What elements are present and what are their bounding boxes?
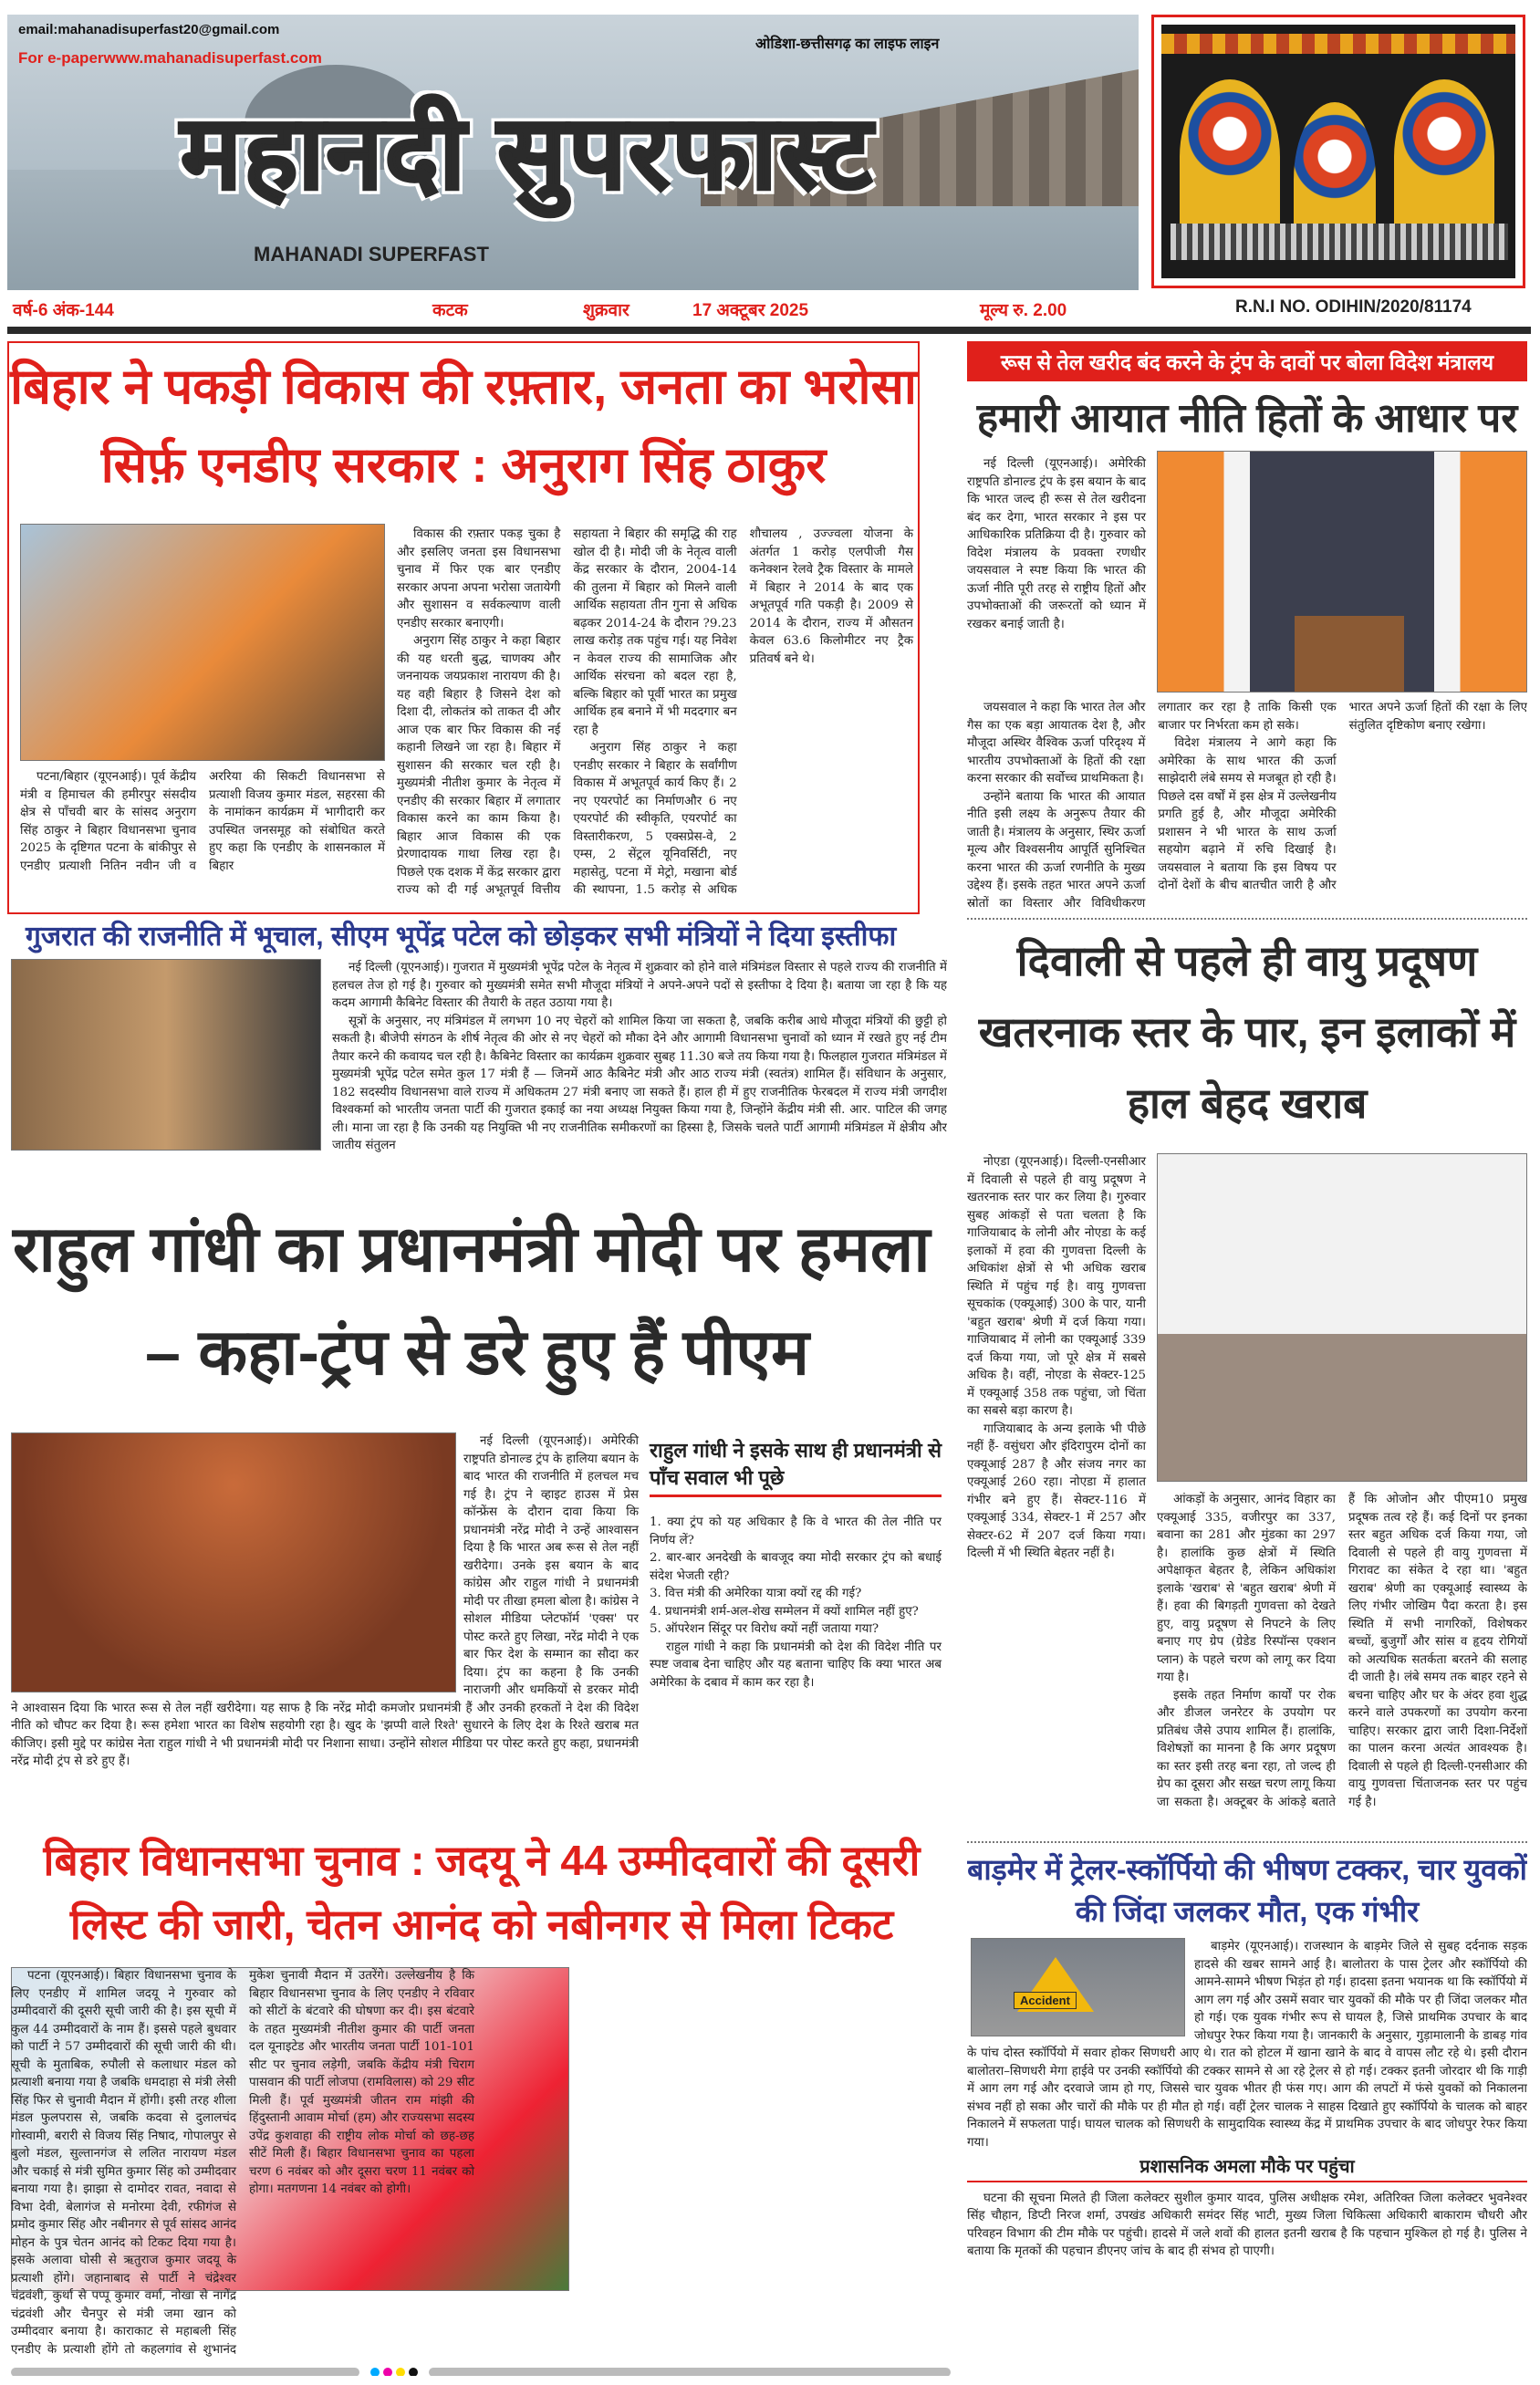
caption-text: पटना/बिहार (यूएनआई)। पूर्व केंद्रीय मंत्री व हिमाचल की हमीरपुर संसदीय क्षेत्र से पाँचवी बार के सांसद अनुराग सिंह ठाकुर ने बिहार विधानसभा चुनाव 2025 के दृष्टिगत पटना के बांकीपुर से एनडीए प्रत्याशी नितिन नवीन जी व अररिया की सिकटी विधानसभा से प्रत्याशी विजय कुमार मंडल, सहरसा की के नामांकन कार्यक्रम में भागीदारी कर उपस्थित जनसमूह को संबोधित करते हुए कहा कि एनडीए के शासनकाल में बिहार: [20, 770, 385, 873]
article-caption: [20, 768, 385, 905]
paragraph: बाड़मेर (यूएनआई)। राजस्थान के बाड़मेर जिले से सुबह दर्दनाक सड़क हादसे की खबर सामने आई है। बालोतरा के पास ट्रेलर और स्कॉर्पियो की आमने-सामने भीषण भिड़ंत हो गई। हादसा इतना भयानक था कि स्कॉर्पियो में आग लग गई और उसमें सवार चार युवकों की मौके पर ही जिंदा जलकर मौत हो गई। एक युवक गंभीर रूप से घायल है, जिसे प्राथमिक उपचार के बाद जोधपुर रेफर किया गया है। जानकारी के अनुसार, गुड़ामालानी के डाबड़ गांव के पांच दोस्त स्कॉर्पियो में सवार होकर सिणधरी आए थे। रात को होटल में खाना खाने के बाद वे वापस लौट रहे थे। इसी दौरान बालोतरा–सिणधरी मेगा हाईवे पर उनकी स्कॉर्पियो की टक्कर सामने से आ रहे ट्रेलर से हो गई। टक्कर इतनी जोरदार थी कि गाड़ी में आग लग गई और दरवाजे जाम हो गए, जिससे चार युवक भीतर ही फंस गए। आग की लपटों में फंसे युवकों को निकालना संभव नहीं हो सका और चारों की मौके पर ही मौत हो गई। वहीं ट्रेलर चालक ने साहस दिखाते हुए स्कॉर्पियो के चालक को बाहर निकालने में सफलता पाई। घायल चालक को सिणधरी के सामुदायिक स्वास्थ्य केंद्र में प्राथमिक उपचार के बाद जोधपुर रेफर किया गया।: [967, 1940, 1527, 2150]
subheading: प्रशासनिक अमला मौके पर पहुंचा: [967, 2151, 1527, 2182]
paragraph: नई दिल्ली (यूएनआई)। अमेरिकी राष्ट्रपति डोनाल्ड ट्रंप के हालिया बयान के बाद भारत की राजनीति में हलचल मच गई है। ट्रंप ने व्हाइट हाउस में प्रेस कॉन्फ्रेंस के दौरान दावा किया कि प्रधानमंत्री नरेंद्र मोदी ने उन्हें आश्वासन दिया है कि भारत अब रूस से तेल नहीं खरीदेगा। उनके इस बयान के बाद कांग्रेस और राहुल गांधी ने प्रधानमंत्री मोदी पर तीखा हमला बोला है। कांग्रेस ने सोशल मीडिया प्लेटफॉर्म 'एक्स' पर पोस्ट करते हुए लिखा, नरेंद्र मोदी ने एक बार फिर देश के सम्मान का सौदा कर दिया। ट्रंप का कहना है कि उनकी नाराजगी और धमकियों से डरकर मोदी ने आश्वासन दिया कि भारत रूस से तेल नहीं खरीदेगा। यह साफ है कि नरेंद्र मोदी कमजोर प्रधानमंत्री हैं और उनकी हरकतों ने देश की विदेश नीति को चौपट कर दिया है। रूस हमेशा भारत का विशेष सहयोगी रहा है। खुद के 'झप्पी वाले रिश्ते' सुधारने के लिए देश के रिश्ते खराब मत कीजिए। इसी मुद्दे पर कांग्रेस नेता राहुल गांधी ने भी प्रधानमंत्री मोदी पर निशाना साधा। उन्होंने सोशल मीडिया पर पोस्ट करते हुए कहा, प्रधानमंत्री नरेंद्र मोदी ट्रंप से डरे हुए हैं।: [11, 1434, 639, 1768]
headline-line2: – कहा-ट्रंप से डरे हुए हैं पीएम: [145, 1317, 809, 1388]
question: 3. वित्त मंत्री की अमेरिका यात्रा क्यों रद्द की गई?: [650, 1587, 862, 1600]
headline: गुजरात की राजनीति में भूचाल, सीएम भूपेंद्र पटेल को छोड़कर सभी मंत्रियों ने दिया इस्तीफा: [26, 922, 897, 952]
article-gujarat: [7, 916, 947, 1190]
email-text: email:mahanadisuperfast20@gmail.com: [18, 22, 280, 37]
newspaper-name-en: MAHANADI SUPERFAST: [254, 243, 489, 266]
article-body: [967, 1938, 1527, 2261]
paragraph: विकास की रफ़्तार पकड़ चुका है और इसलिए जनता इस विधानसभा चुनाव में फिर एक बार एनडीए सरकार अपना अपना भरोसा जतायेगी और सुशासन व सर्वकल्याण वाली एनडीए सरकार बनाएगी।: [397, 527, 561, 630]
question: 5. ऑपरेशन सिंदूर पर विरोध क्यों नहीं जताया गया?: [650, 1622, 879, 1636]
article-body-top: [967, 455, 1146, 693]
article-anurag: [7, 341, 920, 914]
paragraph: अनुराग सिंह ठाकुर ने कहा एनडीए सरकार ने बिहार के सर्वांगीण विकास में अभूतपूर्व कार्य किए हैं। 2 नए एयरपोर्ट का निर्माणऔर 6 नए एयरपोर्ट की स्वीकृति, एयरपोर्ट का विस्तारीकरण, 5 एक्सप्रेस-वे, 2 एम्स, 2 सेंट्रल यूनिवर्सिटी, नए महासेतु, पटना में मेट्रो, मखाना बोर्ड की स्थापना, 1.5 करोड़ से अधिक शौचालय , उज्ज्वला योजना के अंतर्गत 1 करोड़ एलपीजी गैस कनेक्शन रेलवे ट्रैक विस्तार के मामले में बिहार ने 2014 के बाद एक अभूतपूर्व गति पकड़ी है। 2009 से 2014 के दौरान, राज्य में औसतन केवल 63.6 किलोमीटर नए ट्रैक प्रतिवर्ष बने थे।: [573, 527, 913, 897]
epaper-link[interactable]: For e-paperwww.mahanadisuperfast.com: [18, 49, 322, 67]
paragraph: नोएडा (यूएनआई)। दिल्ली-एनसीआर में दिवाली से पहले ही वायु प्रदूषण ने खतरनाक स्तर पार कर लिया है। गुरुवार सुबह आंकड़ों से पता चलता है कि गाजियाबाद के लोनी और नोएडा के कई इलाकों में हवा की गुणवत्ता दिल्ली के अधिकांश क्षेत्रों से भी अधिक खराब स्थिति में पहुंच गई है। वायु गुणवत्ता सूचकांक (एक्यूआई) 300 के पार, यानी 'बहुत खराब' श्रेणी में दर्ज किया गया। गाजियाबाद में लोनी का एक्यूआई 339 दर्ज किया गया, जो पूरे क्षेत्र में सबसे अधिक है। वहीं, नोएडा के सेक्टर-125 में एक्यूआई 358 तक पहुंचा, जो चिंता का सबसे बड़ा कारण है।: [967, 1155, 1146, 1418]
date: 17 अक्टूबर 2025: [692, 301, 809, 320]
paragraph: नई दिल्ली (यूएनआई)। गुजरात में मुख्यमंत्री भूपेंद्र पटेल के नेतृत्व में शुक्रवार को होने वाले मंत्रिमंडल विस्तार से पहले राज्य की राजनीति में हलचल तेज हो गई है। गुरुवार को मुख्यमंत्री समेत सभी मौजूदा मंत्रियों ने अपने-अपने पदों से इस्तीफा दे दिया है। बताया जा रहा है कि यह कदम आगामी कैबिनेट विस्तार की तैयारी के तहत उठाया गया है।: [332, 961, 947, 1010]
city: कटक: [432, 301, 468, 320]
masthead-banner: [7, 15, 1139, 290]
anurag-photo: [20, 524, 385, 761]
tagline: ओडिशा-छत्तीसगढ़ का लाइफ लाइन: [755, 36, 940, 52]
cm-patel-photo: [11, 959, 321, 1151]
issue-number: वर्ष-6 अंक-144: [13, 301, 114, 320]
day: शुक्रवार: [583, 301, 630, 320]
question: 1. क्या ट्रंप को यह अधिकार है कि वे भारत की तेल नीति पर निर्णय लें?: [650, 1515, 942, 1547]
paragraph: उन्होंने बताया कि भारत की आयात नीति इसी लक्ष्य के अनुरूप तैयार की जाती है। मंत्रालय के अनुसार, स्थिर ऊर्जा मूल्य और विश्वसनीय आपूर्ति सुनिश्चित करना भारत की ऊर्जा रणनीति के मुख्य उद्देश्य हैं। इसके तहत भारत अपने ऊर्जा स्रोतों का विस्तार और विविधीकरण लगातार कर रहा है ताकि किसी एक बाजार पर निर्भरता कम हो सके।: [967, 701, 1337, 911]
article-rahul: [7, 1197, 947, 1827]
paragraph: जयसवाल ने कहा कि भारत तेल और गैस का एक बड़ा आयातक देश है, और मौजूदा अस्थिर वैश्विक ऊर्जा परिदृश्य में भारतीय उपभोक्ताओं के हितों की रक्षा करना सरकार की सर्वोच्च प्राथमिकता है।: [967, 701, 1146, 786]
newspaper-logo: महानदी सुपरफास्ट: [181, 96, 874, 210]
paragraph: सूत्रों के अनुसार, नए मंत्रिमंडल में लगभग 10 नए चेहरों को शामिल किया जा सकता है, जबकि करीब आधे मौजूदा मंत्रियों की छुट्टी हो सकती है। बीजेपी संगठन के शीर्ष नेतृत्व की ओर से नए चेहरों को मौका देने और आगामी विधानसभा चुनावों को ध्यान में रखते हुए नई टीम तैयार करने की कवायद चल रही है। कैबिनेट विस्तार का कार्यक्रम शुक्रवार सुबह 11.30 बजे तय किया गया है। फिलहाल गुजरात मंत्रिमंडल में मुख्यमंत्री भूपेंद्र पटेल समेत कुल 17 मंत्री हैं — जिनमें आठ कैबिनेट मंत्री और आठ राज्य मंत्री (स्वतंत्र) शामिल हैं। संविधान के अनुसार, 182 सदस्यीय विधानसभा वाले राज्य में अधिकतम 27 मंत्री बनाए जा सकते हैं। हाल ही में हुए राजनीतिक फेरबदल में राज्य मंत्री जगदीश विश्वकर्मा को भारतीय जनता पार्टी की गुजरात इकाई का नया अध्यक्ष नियुक्त किया गया है, जिन्होंने केंद्रीय मंत्री सी. आर. पाटिल की जगह ली। माना जा रहा है कि उनकी यह नियुक्ति भी नए राजनीतिक समीकरणों का हिस्सा है, जिसके चलते पार्टी आगामी मंत्रिमंडल में क्षेत्रीय और जातीय संतुलन: [332, 1014, 947, 1152]
headline: हमारी आयात नीति हितों के आधार पर: [976, 396, 1518, 441]
headline-line1: बिहार ने पकड़ी विकास की रफ़्तार, जनता का भरोसा: [10, 359, 917, 414]
rni-number: R.N.I NO. ODIHIN/2020/81174: [1235, 297, 1472, 317]
question: 4. प्रधानमंत्री शर्म-अल-शेख सम्मेलन में क्यों शामिल नहीं हुए?: [650, 1604, 919, 1619]
headline-line1: बिहार विधानसभा चुनाव : जदयू ने 44 उम्मीदवारों की दूसरी: [43, 1837, 921, 1884]
headline-line2: सिर्फ़ एनडीए सरकार : अनुराग सिंह ठाकुर: [100, 438, 827, 493]
paragraph: अनुराग सिंह ठाकुर ने कहा बिहार की यह धरती बुद्ध, चाणक्य और जननायक जयप्रकाश नारायण की है। यह वही बिहार है जिसने देश को दिशा दी, लोकतंत्र को ताकत दी और आज एक बार फिर विकास की नई कहानी लिखने जा रहा है। बिहार में सुशासन की सरकार चल रही है। मुख्यमंत्री नीतीश कुमार के नेतृत्व में एनडीए की सरकार बिहार में लगातार विकास करने का काम किया है। बिहार आज विकास की एक प्रेरणादायक गाथा लिख रहा है। पिछले एक दशक में केंद्र सरकार द्वारा राज्य को दी गई अभूतपूर्व वित्तीय सहायता ने बिहार की समृद्धि की राह खोल दी है। मोदी जी के नेतृत्व वाली केंद्र सरकार के दौरान, 2004-14 की तुलना में बिहार को मिलने वाली आर्थिक सहायता तीन गुना से अधिक बढ़कर 2014-24 के दौरान ?9.23 लाख करोड़ तक पहुंच गई। यह निवेश न केवल राज्य की सामाजिक और आर्थिक संरचना को बदल रहा है, बल्कि बिहार को पूर्वी भारत का प्रमुख आर्थिक हब बनाने में भी मददगार बन रहा है: [397, 527, 737, 897]
paragraph: घटना की सूचना मिलते ही जिला कलेक्टर सुशील कुमार यादव, पुलिस अधीक्षक रमेश, अतिरिक्त जिला कलेक्टर भुवनेश्वर सिंह चौहान, डिप्टी निरज शर्मा, उपखंड अधिकारी समंदर सिंह भाटी, मुख्य जिला चिकित्सा अधिकारी बाकाराम चौधरी और परिवहन विभाग की टीम मौके पर पहुंची। हादसे में जले शवों की हालत इतनी खराब है कि पहचान मुश्किल हो गई है। पुलिस ने बताया कि मृतकों की पहचान डीएनए जांच के बाद ही संभव हो पाएगी।: [967, 2191, 1527, 2258]
accident-sign: Accident: [1014, 1992, 1077, 2009]
article-body-left: [967, 1153, 1146, 1828]
paragraph: राहुल गांधी ने कहा कि प्रधानमंत्री को देश की विदेश नीति पर स्पष्ट जवाब देना चाहिए और यह बताना चाहिए कि क्या भारत अब अमेरिका के दबाव में काम कर रहा है।: [650, 1640, 942, 1690]
divider: [967, 918, 1527, 920]
question: 2. बार-बार अनदेखी के बावजूद क्या मोदी सरकार ट्रंप को बधाई संदेश भेजती रही?: [650, 1551, 942, 1583]
questions-list: [650, 1514, 942, 1639]
paragraph: विदेश मंत्रालय ने आगे कहा कि अमेरिका के साथ भारत की ऊर्जा साझेदारी लंबे समय से मजबूत हो रही है। पिछले दस वर्षों में इस क्षेत्र में उल्लेखनीय प्रगति हुई है, और मौजूदा अमेरिकी प्रशासन ने भी भारत के साथ ऊर्जा सहयोग बढ़ाने में रुचि दिखाई है। जयसवाल ने बताया कि इस विषय पर दोनों देशों के बीच बातचीत जारी है और भारत अपने ऊर्जा हितों की रक्षा के लिए संतुलित दृष्टिकोण बनाए रखेगा।: [1158, 701, 1527, 892]
jagannath-image: [1151, 15, 1525, 288]
kicker-banner: रूस से तेल खरीद बंद करने के ट्रंप के दावों पर बोला विदेश मंत्रालय: [967, 341, 1527, 381]
subheading: राहुल गांधी ने इसके साथ ही प्रधानमंत्री से पाँच सवाल भी पूछे: [650, 1436, 942, 1497]
paragraph: नई दिल्ली (यूएनआई)। अमेरिकी राष्ट्रपति डोनाल्ड ट्रंप के इस बयान के बाद कि भारत जल्द ही रूस से तेल खरीदना बंद कर देगा, भारत सरकार ने इस पर आधिकारिक प्रतिक्रिया दी है। गुरुवार को विदेश मंत्रालय के प्रवक्ता रणधीर जयसवाल ने स्पष्ट किया कि भारत की ऊर्जा नीति पूरी तरह से राष्ट्रीय हितों और उपभोक्ताओं की जरूरतों को ध्यान में रखकर बनाई जाती है।: [967, 457, 1146, 631]
article-body-right: [1157, 1491, 1527, 1828]
smog-photo: [1157, 1153, 1527, 1482]
questions-column: [650, 1432, 942, 1816]
article-body: [397, 526, 913, 909]
divider: [967, 1841, 1527, 1843]
article-body: [11, 1432, 639, 1816]
article-body: [967, 699, 1527, 914]
spokesperson-photo: [1157, 451, 1527, 693]
registration-bar: [11, 2363, 951, 2376]
article-body: [11, 1967, 951, 2369]
headline: बाड़मेर में ट्रेलर-स्कॉर्पियो की भीषण टक्कर, चार युवकों की जिंदा जलकर मौत, एक गंभीर: [967, 1853, 1527, 1928]
article-jdu: [7, 1828, 956, 2376]
headline: दिवाली से पहले ही वायु प्रदूषण खतरनाक स्तर के पार, इन इलाकों में हाल बेहद खराब: [978, 937, 1516, 1127]
headline-line1: राहुल गांधी का प्रधानमंत्री मोदी पर हमला: [13, 1213, 931, 1285]
accident-photo: [971, 1938, 1185, 2036]
article-mea: [967, 341, 1527, 914]
masthead-rule: [7, 327, 1531, 334]
paragraph: इसके तहत निर्माण कार्यों पर रोक और डीजल जनरेटर के उपयोग पर प्रतिबंध जैसे उपाय शामिल हैं। हालांकि, विशेषज्ञों का मानना है कि अगर प्रदूषण का स्तर इसी तरह बना रहा, तो जल्द ही ग्रेप का दूसरा और सख्त चरण लागू किया जा सकता है। अक्टूबर के आंकड़े बताते हैं कि ओजोन और पीएम10 प्रमुख प्रदूषक तत्व रहे हैं। कई दिनों पर इनका स्तर बहुत अधिक दर्ज किया गया, जो दिवाली से पहले ही वायु गुणवत्ता में गिरावट का संकेत दे रहा था। 'बहुत खराब' श्रेणी का एक्यूआई स्वास्थ्य के लिए गंभीर जोखिम पैदा करता है। इस स्थिति में सभी नागरिकों, विशेषकर बच्चों, बुजुर्गों और सांस व हृदय रोगियों को अत्यधिक सतर्कता बरतने की सलाह दी जाती है। लंबे समय तक बाहर रहने से बचना चाहिए और घर के अंदर हवा शुद्ध करने वाले उपकरणों का उपयोग करना चाहिए। सरकार द्वारा जारी दिशा-निर्देशों का पालन करना अत्यंत आवश्यक है। दिवाली से पहले ही दिल्ली-एनसीआर की वायु गुणवत्ता चिंताजनक स्तर पर पहुंच गई है।: [1157, 1493, 1527, 1809]
paragraph: आंकड़ों के अनुसार, आनंद विहार का एक्यूआई 335, वजीरपुर का 337, बवाना का 281 और मुंडका का 297 है। हालांकि कुछ क्षेत्रों में स्थिति अपेक्षाकृत बेहतर है, लेकिन अधिकांश इलाके 'खराब' से 'बहुत खराब' श्रेणी में हैं। हवा की बिगड़ती गुणवत्ता को देखते हुए, वायु प्रदूषण से निपटने के लिए बनाए गए ग्रेप (ग्रेडेड रिस्पॉन्स एक्शन प्लान) के पहले चरण को लागू कर दिया गया है।: [1157, 1493, 1336, 1684]
article-pollution: [967, 925, 1527, 1838]
headline-line2: लिस्ट की जारी, चेतन आनंद को नबीनगर से मिला टिकट: [69, 1901, 894, 1948]
price: मूल्य रु. 2.00: [980, 301, 1067, 320]
paragraph: पटना (यूएनआई)। बिहार विधानसभा चुनाव के लिए एनडीए में शामिल जदयू ने गुरुवार को उम्मीदवारों की दूसरी सूची जारी की है। इस सूची में कुल 44 उम्मीदवारों के नाम हैं। इससे पहले बुधवार को पार्टी ने 57 उम्मीदवारों की सूची जारी की थी। सूची के मुताबिक, रुपौली से कलाधार मंडल को प्रत्याशी बनाया गया है जबकि धमदाहा से मंत्री लेसी सिंह फिर से चुनावी मैदान में होंगी। इसी तरह शीला मंडल फुलपरास से, जबकि कदवा से दुलालचंद गोस्वामी, बरारी से विजय सिंह निषाद, गोपालपुर से बुलो मंडल, सुल्तानगंज से ललित नारायण मंडल और चकाई से मंत्री सुमित कुमार सिंह को उम्मीदवार बनाया गया है। झाझा से दामोदर रावत, नवादा से विभा देवी, बेलागंज से मनोरमा देवी, रफीगंज से प्रमोद कुमार सिंह और नबीनगर से पूर्व सांसद आनंद मोहन के पुत्र चेतन आनंद को टिकट दिया गया है। इसके अलावा घोसी से ऋतुराज कुमार जदयू के प्रत्याशी होंगे। जहानाबाद से पार्टी ने चंद्रेश्वर चंद्रवंशी, कुर्था से पप्पू कुमार वर्मा, नोखा से नागेंद्र चंद्रवंशी और चैनपुर से मंत्री जमा खान को उम्मीदवार बनाया है। काराकाट से महाबली सिंह एनडीए के प्रत्याशी होंगे तो कहलगांव से शुभानंद मुकेश चुनावी मैदान में उतरेंगे। उल्लेखनीय है कि बिहार विधानसभा चुनाव के लिए एनडीए ने रविवार को सीटों के बंटवारे की घोषणा कर दी। इस बंटवारे के तहत मुख्यमंत्री नीतीश कुमार की पार्टी जनता दल यूनाइटेड और भारतीय जनता पार्टी 101-101 सीट पर चुनाव लड़ेगी, जबकि केंद्रीय मंत्री चिराग पासवान की पार्टी लोजपा (रामविलास) को 29 सीट मिली हैं। पूर्व मुख्यमंत्री जीतन राम मांझी की हिंदुस्तानी आवाम मोर्चा (हम) और राज्यसभा सदस्य उपेंद्र कुशवाहा की राष्ट्रीय लोक मोर्चा को छह-छह सीटें मिली हैं। बिहार विधानसभा चुनाव का पहला चरण 6 नवंबर को और दूसरा चरण 11 नवंबर को होगा। मतगणना 14 नवंबर को होगी।: [11, 1969, 474, 2357]
paragraph: गाजियाबाद के अन्य इलाके भी पीछे नहीं हैं- वसुंधरा और इंदिरापुरम दोनों का एक्यूआई 287 है और संजय नगर का एक्यूआई 260 रहा। नोएडा में हालात गंभीर बने हुए हैं। सेक्टर-116 में एक्यूआई 334, सेक्टर-1 में 257 और सेक्टर-62 में 207 दर्ज किया गया। दिल्ली में भी स्थिति बेहतर नहीं है।: [967, 1422, 1146, 1560]
article-barmer: [967, 1849, 1527, 2385]
